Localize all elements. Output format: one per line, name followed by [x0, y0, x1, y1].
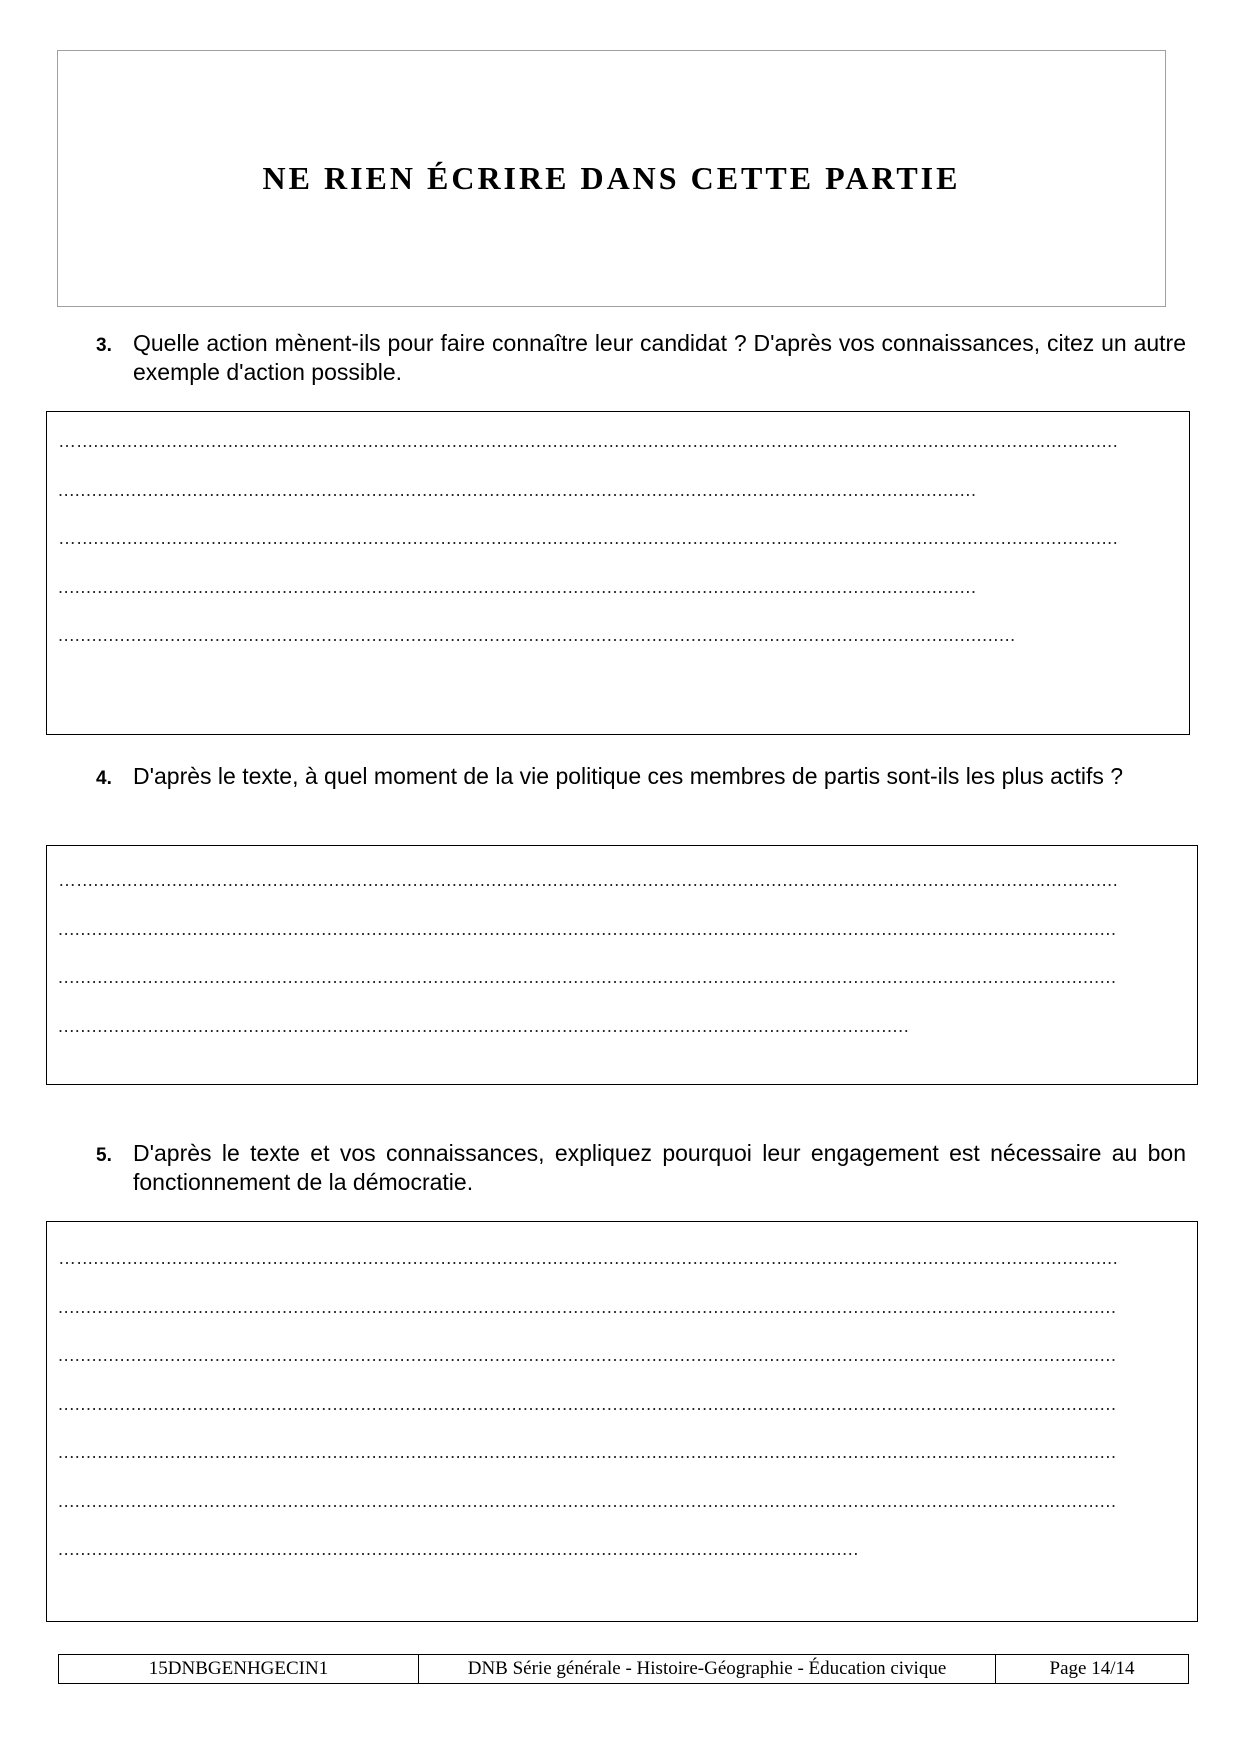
footer-page-number: Page 14/14 [1049, 1658, 1135, 1679]
question-number: 5. [96, 1145, 112, 1166]
footer-exam-title: DNB Série générale - Histoire-Géographie - Éducation civique [419, 1655, 996, 1683]
question-number: 4. [96, 768, 112, 789]
answer-line: ............................................................................................................................................................................................. [58, 1442, 1117, 1462]
answer-box-question-5[interactable] [46, 1221, 1198, 1622]
answer-box-question-4[interactable] [46, 845, 1198, 1085]
answer-box-question-3[interactable] [46, 411, 1190, 735]
question-4 [96, 762, 1186, 793]
page-footer [58, 1654, 1189, 1684]
answer-line: ........................................................................................................................................................................... [58, 625, 1016, 645]
answer-line: ............................................................................................................................................................................................. [58, 918, 1117, 939]
answer-line: ............................................................................................................................................................................................. [58, 1490, 1117, 1511]
answer-line: ….......................................................................................................................................................................................... [58, 1248, 1119, 1268]
answer-line: ............................................................................................................................................................................................. [58, 1393, 1117, 1414]
answer-line: ............................................................................................................................................................................................. [58, 1296, 1117, 1317]
question-text: D'après le texte, à quel moment de la vie politique ces membres de partis sont-ils les plus actifs ? [133, 763, 1124, 789]
answer-line: ….......................................................................................................................................................................................... [58, 431, 1119, 451]
answer-line: .................................................................................................................................................................... [58, 576, 977, 597]
answer-line: ............................................................................................................................................................................................. [58, 1345, 1117, 1365]
answer-line: ............................................................................................................................................... [58, 1539, 859, 1559]
question-text: D'après le texte et vos connaissances, expliquez pourquoi leur engagement est nécessaire au bon fonctionnement de la démocratie. [133, 1140, 1186, 1195]
do-not-write-area [57, 50, 1166, 307]
question-3 [96, 329, 1186, 387]
question-number: 3. [96, 335, 112, 356]
answer-line: ….......................................................................................................................................................................................... [58, 870, 1119, 890]
answer-line: .................................................................................................................................................................... [58, 479, 977, 500]
answer-line: ............................................................................................................................................................................................. [58, 967, 1117, 987]
answer-line: ….......................................................................................................................................................................................... [58, 528, 1119, 548]
footer-exam-code: 15DNBGENHGECIN1 [59, 1655, 419, 1683]
question-5 [96, 1139, 1186, 1197]
do-not-write-notice: NE RIEN ÉCRIRE DANS CETTE PARTIE [262, 160, 961, 196]
answer-line: ........................................................................................................................................................ [58, 1015, 910, 1036]
question-text: Quelle action mènent-ils pour faire connaître leur candidat ? D'après vos connaissances, citez un autre exemple d'action possible. [133, 330, 1186, 385]
